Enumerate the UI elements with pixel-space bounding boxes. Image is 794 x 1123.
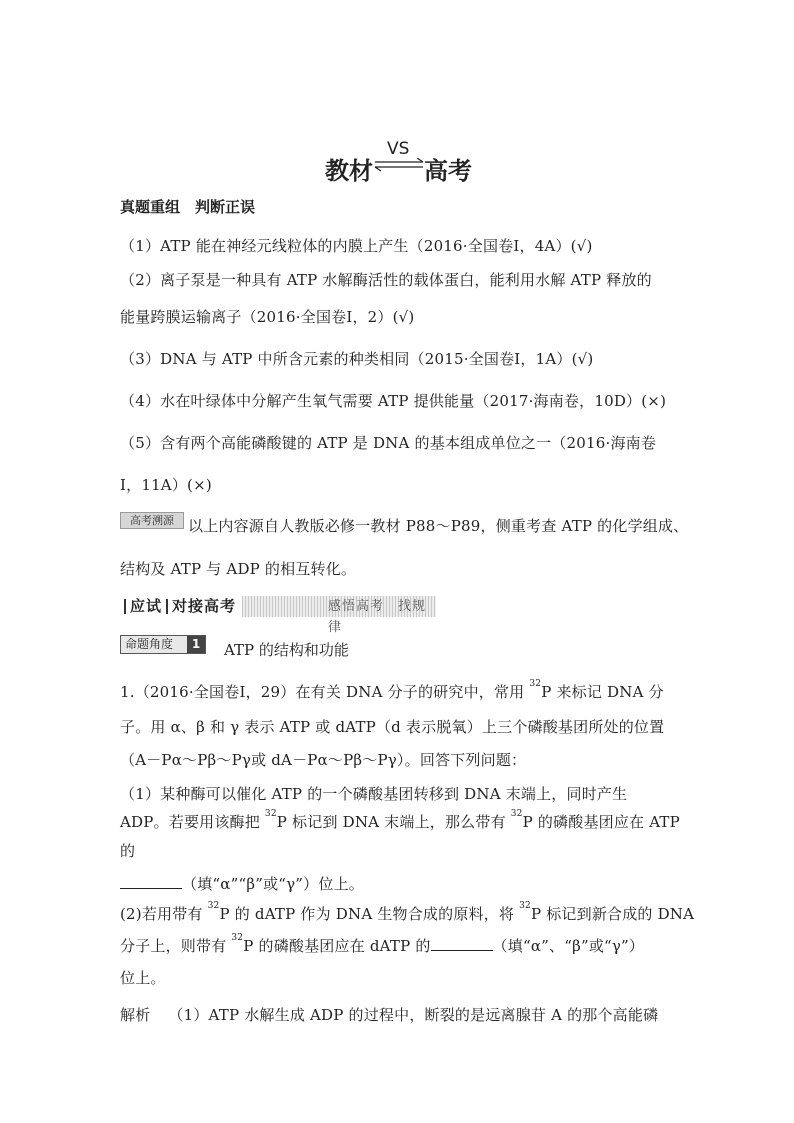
bar-title: [120, 596, 236, 617]
question-2-line3: 位上。: [120, 969, 166, 987]
bar-title-right: 对接高考: [172, 597, 237, 615]
judgment-4: （4）水在叶绿体中分解产生氧气需要 ATP 提供能量（2017·海南卷，10D）(×): [120, 392, 667, 410]
answer-blank-2[interactable]: [431, 936, 493, 951]
question-1-line6: 的: [120, 842, 136, 860]
angle-tag: [120, 635, 206, 654]
analysis-label: 解析: [120, 1006, 151, 1024]
analysis-line: [120, 1004, 658, 1025]
source-line1: 以上内容源自人教版必修一教材 P88～P89，侧重考查 ATP 的化学组成、: [188, 517, 689, 535]
section-bar-header: [120, 596, 436, 635]
text-segment: ADP。若要用该酶把: [120, 813, 265, 831]
title-left: 教材: [325, 156, 373, 185]
double-arrow-icon: [373, 158, 425, 172]
superscript-32: 32: [231, 933, 244, 943]
superscript-32: 32: [510, 809, 523, 819]
text-segment: (2)若用带有: [120, 905, 208, 923]
analysis-text: （1）ATP 水解生成 ADP 的过程中，断裂的是远离腺苷 A 的那个高能磷: [168, 1006, 659, 1024]
section-heading: 真题重组 判断正误: [120, 198, 256, 216]
answer-blank-1[interactable]: [120, 874, 182, 889]
angle-tag-number: 1: [187, 636, 205, 653]
angle-tag-label: 命题角度: [125, 637, 174, 651]
text-segment: P 的磷酸基团应在 ATP: [522, 813, 680, 831]
bar-title-left: 应试: [130, 597, 163, 615]
bar-divider: [124, 599, 126, 614]
text-segment: 1.（2016·全国卷Ⅰ，29）在有关 DNA 分子的研究中，常用: [120, 683, 530, 701]
question-1-line5: [120, 811, 680, 832]
question-1-line7: [120, 873, 364, 894]
text-segment: P 的 dATP 作为 DNA 生物合成的原料，将: [219, 905, 520, 923]
judgment-1: （1）ATP 能在神经元线粒体的内膜上产生（2016·全国卷Ⅰ，4A）(√): [120, 237, 593, 255]
question-1-line4: （1）某种酶可以催化 ATP 的一个磷酸基团转移到 DNA 末端上，同时产生: [120, 785, 628, 803]
source-badge: 高考溯源: [120, 512, 184, 529]
source-line2: 结构及 ATP 与 ADP 的相互转化。: [120, 560, 357, 578]
bar-slogan: 感悟高考 找规律: [328, 599, 427, 635]
question-2-line2: [120, 935, 644, 956]
superscript-32: 32: [207, 901, 220, 911]
question-1-line2: 子。用 α、β 和 γ 表示 ATP 或 dATP（d 表示脱氧）上三个磷酸基团所处的位置: [120, 718, 665, 736]
vs-label: VS: [387, 139, 410, 159]
judgment-2-line2: 能量跨膜运输离子（2016·全国卷Ⅰ，2）(√): [120, 308, 415, 326]
judgment-2-line1: （2）离子泵是一种具有 ATP 水解酶活性的载体蛋白，能利用水解 ATP 释放的: [120, 271, 652, 289]
bar-divider: [166, 599, 168, 614]
superscript-32: 32: [529, 679, 542, 689]
text-segment: P 标记到 DNA 末端上，那么带有: [276, 813, 511, 831]
judgment-3: （3）DNA 与 ATP 中所含元素的种类相同（2015·全国卷Ⅰ，1A）(√): [120, 350, 594, 368]
question-1-line3: （A－Pα～Pβ～Pγ或 dA－Pα～Pβ～Pγ）。回答下列问题：: [120, 751, 527, 769]
superscript-32: 32: [519, 901, 531, 911]
judgment-5-line2: Ⅰ，11A）(×): [120, 476, 212, 494]
title-right: 高考: [424, 156, 472, 185]
text-segment: P 的磷酸基团应在 dATP 的: [243, 937, 431, 955]
question-2-line1: [120, 903, 694, 924]
text-segment: （填“α”“β”或“γ”）位上。: [182, 875, 364, 893]
text-segment: P 来标记 DNA 分: [541, 683, 664, 701]
angle-title: ATP 的结构和功能: [224, 641, 349, 659]
judgment-5-line1: （5）含有两个高能磷酸键的 ATP 是 DNA 的基本组成单位之一（2016·海南卷: [120, 434, 657, 452]
superscript-32: 32: [264, 809, 277, 819]
text-segment: P 标记到新合成的 DNA: [530, 905, 695, 923]
text-segment: 分子上，则带有: [120, 937, 232, 955]
text-segment: （填“α”、“β”或“γ”）: [492, 937, 645, 955]
question-1-line1: [120, 681, 664, 702]
